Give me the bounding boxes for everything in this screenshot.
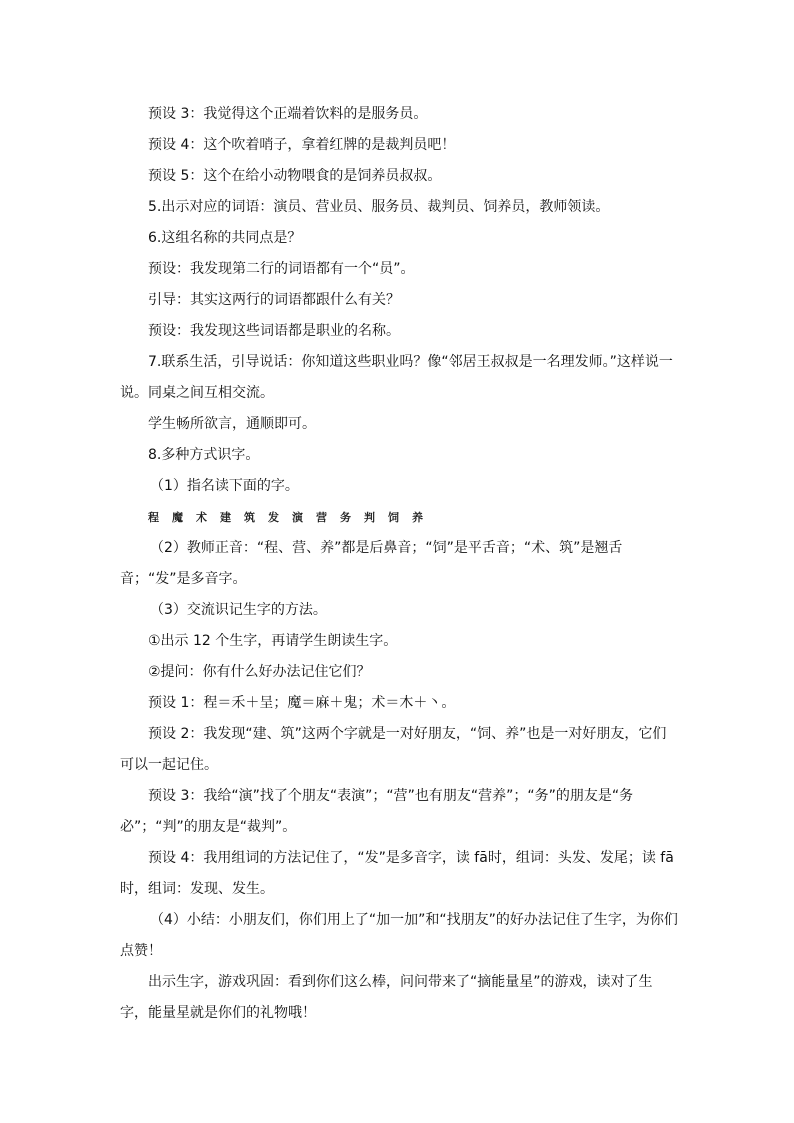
paragraph: 学生畅所欲言，通顺即可。: [148, 416, 316, 432]
paragraph: ①出示 12 个生字，再请学生朗读生字。: [148, 633, 398, 649]
paragraph: 7.联系生活，引导说话：你知道这些职业吗？像“邻居王叔叔是一名理发师。”这样说一说。同桌之间互相交流。: [120, 354, 673, 401]
paragraph: 预设 1：程＝禾＋呈；魔＝麻＋鬼；术＝木＋丶。: [148, 695, 456, 711]
document-body: [120, 99, 680, 1029]
paragraph: 8.多种方式识字。: [148, 447, 260, 463]
paragraph: 预设 4：这个吹着哨子，拿着红牌的是裁判员吧！: [148, 137, 456, 153]
new-characters-row: [120, 502, 680, 533]
paragraph: （4）小结：小朋友们，你们用上了“加一加”和“找朋友”的好办法记住了生字，为你们点赞！: [120, 912, 678, 959]
character: 判: [364, 511, 375, 524]
paragraph: 预设 5：这个在给小动物喂食的是饲养员叔叔。: [148, 168, 442, 184]
character: 程: [148, 511, 159, 524]
paragraph: 预设：我发现第二行的词语都有一个“员”。: [148, 261, 415, 277]
paragraph: ②提问：你有什么好办法记住它们？: [148, 664, 371, 680]
character: 务: [340, 511, 351, 524]
paragraph: 预设 3：我觉得这个正端着饮料的是服务员。: [148, 106, 428, 122]
character: 魔: [172, 511, 183, 524]
paragraph: 6.这组名称的共同点是？: [148, 230, 302, 246]
paragraph: （1）指名读下面的字。: [150, 478, 299, 494]
character: 筑: [244, 511, 255, 524]
paragraph: （2）教师正音：“程、营、养”都是后鼻音；“饲”是平舌音；“术、筑”是翘舌音；“发”是多音字。: [120, 540, 623, 587]
character: 建: [220, 511, 231, 524]
character: 养: [412, 511, 423, 524]
character: 术: [196, 511, 207, 524]
character: 发: [268, 511, 279, 524]
paragraph: 引导：其实这两行的词语都跟什么有关？: [148, 292, 400, 308]
paragraph: 预设：我发现这些词语都是职业的名称。: [148, 323, 400, 339]
paragraph: 预设 2：我发现“建、筑”这两个字就是一对好朋友，“饲、养”也是一对好朋友，它们可以一起记住。: [120, 726, 667, 773]
paragraph: （3）交流识记生字的方法。: [150, 602, 327, 618]
paragraph: 出示生字，游戏巩固：看到你们这么棒，问问带来了“摘能量星”的游戏，读对了生字，能量星就是你们的礼物哦！: [120, 974, 653, 1021]
paragraph: 预设 3：我给“演”找了个朋友“表演”；“营”也有朋友“营养”；“务”的朋友是“务必”；“判”的朋友是“裁判”。: [120, 788, 634, 835]
paragraph: 5.出示对应的词语：演员、营业员、服务员、裁判员、饲养员，教师领读。: [148, 199, 610, 215]
character: 演: [292, 511, 303, 524]
character: 营: [316, 511, 327, 524]
character: 饲: [388, 511, 399, 524]
paragraph: 预设 4：我用组词的方法记住了，“发”是多音字，读 fā时，组词：头发、发尾；读 fā时，组词：发现、发生。: [120, 850, 674, 897]
